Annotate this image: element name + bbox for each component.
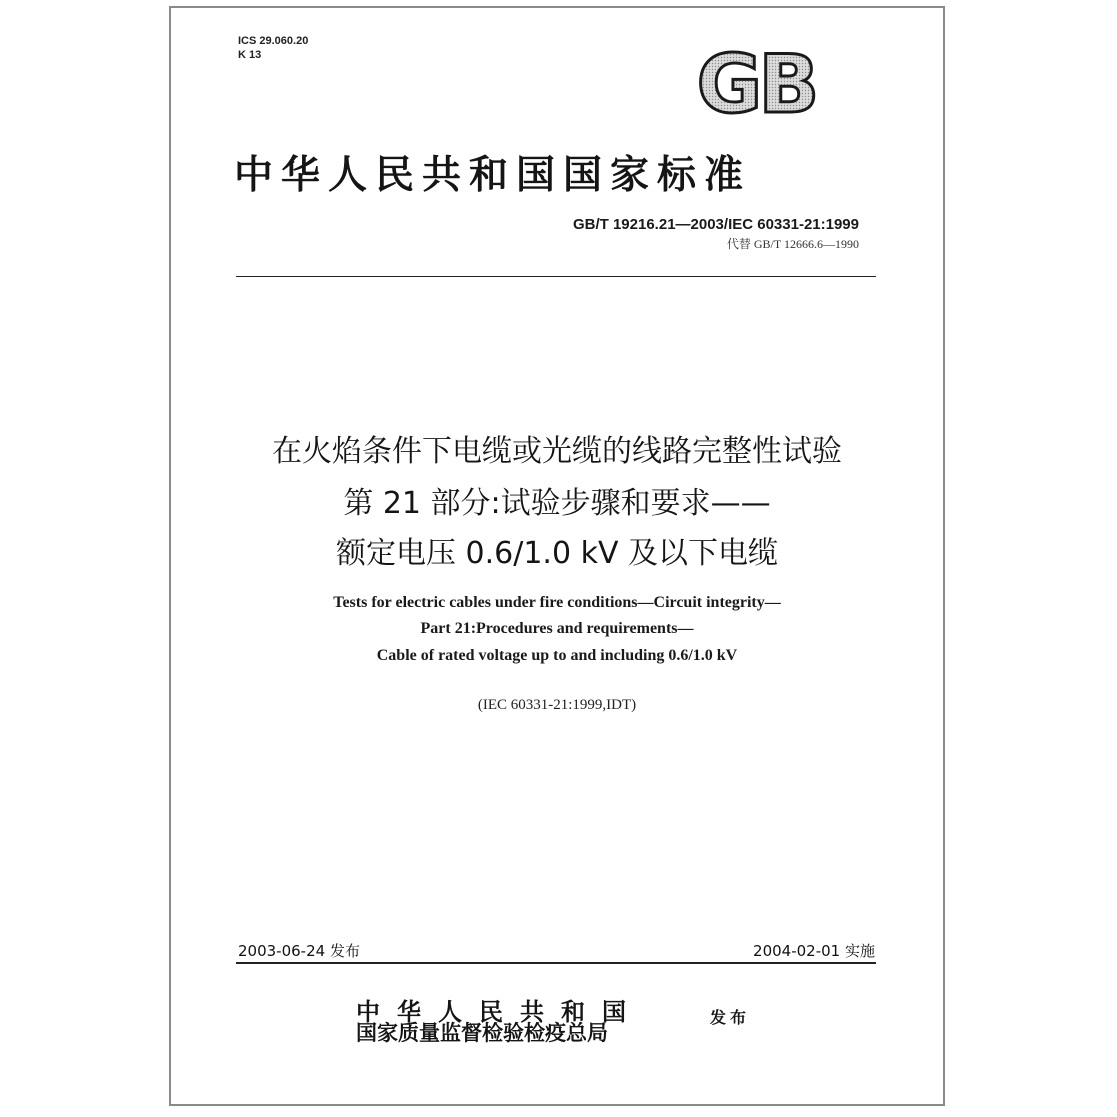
chinese-title-line-3: 额定电压 0.6/1.0 kV 及以下电缆 [335,536,779,571]
implementation-date: 2004-02-01 实施 [753,942,875,960]
ics-code: ICS 29.060.20 [238,35,309,47]
standard-number: GB/T 19216.21—2003/IEC 60331-21:1999 [572,216,859,233]
publisher-country: 中华人民共和国 [356,997,643,1026]
issue-date: 2003-06-24 发布 [238,942,360,960]
gb-logo [678,44,834,122]
gb-logo-text: GB [696,44,816,122]
chinese-title-line-1: 在火焰条件下电缆或光缆的线路完整性试验 [272,434,842,469]
classification-code: K 13 [238,49,262,61]
publish-label: 发布 [710,1008,751,1027]
chinese-title-line-2: 第 21 部分:试验步骤和要求—— [343,486,771,521]
bottom-divider [236,962,876,964]
replaces-standard: 代替 GB/T 12666.6—1990 [726,237,859,251]
english-title-line-1: Tests for electric cables under fire conditions—Circuit integrity— [333,594,781,611]
publisher-agency: 国家质量监督检验检疫总局 [356,1020,608,1045]
iec-reference: (IEC 60331-21:1999,IDT) [477,697,637,713]
top-divider [236,276,876,277]
national-standard-title: 中华人民共和国国家标准 [234,152,752,198]
english-title-line-2: Part 21:Procedures and requirements— [420,620,694,637]
english-title-line-3: Cable of rated voltage up to and including 0.6/1.0 kV [376,647,738,664]
ics-header [238,34,308,62]
